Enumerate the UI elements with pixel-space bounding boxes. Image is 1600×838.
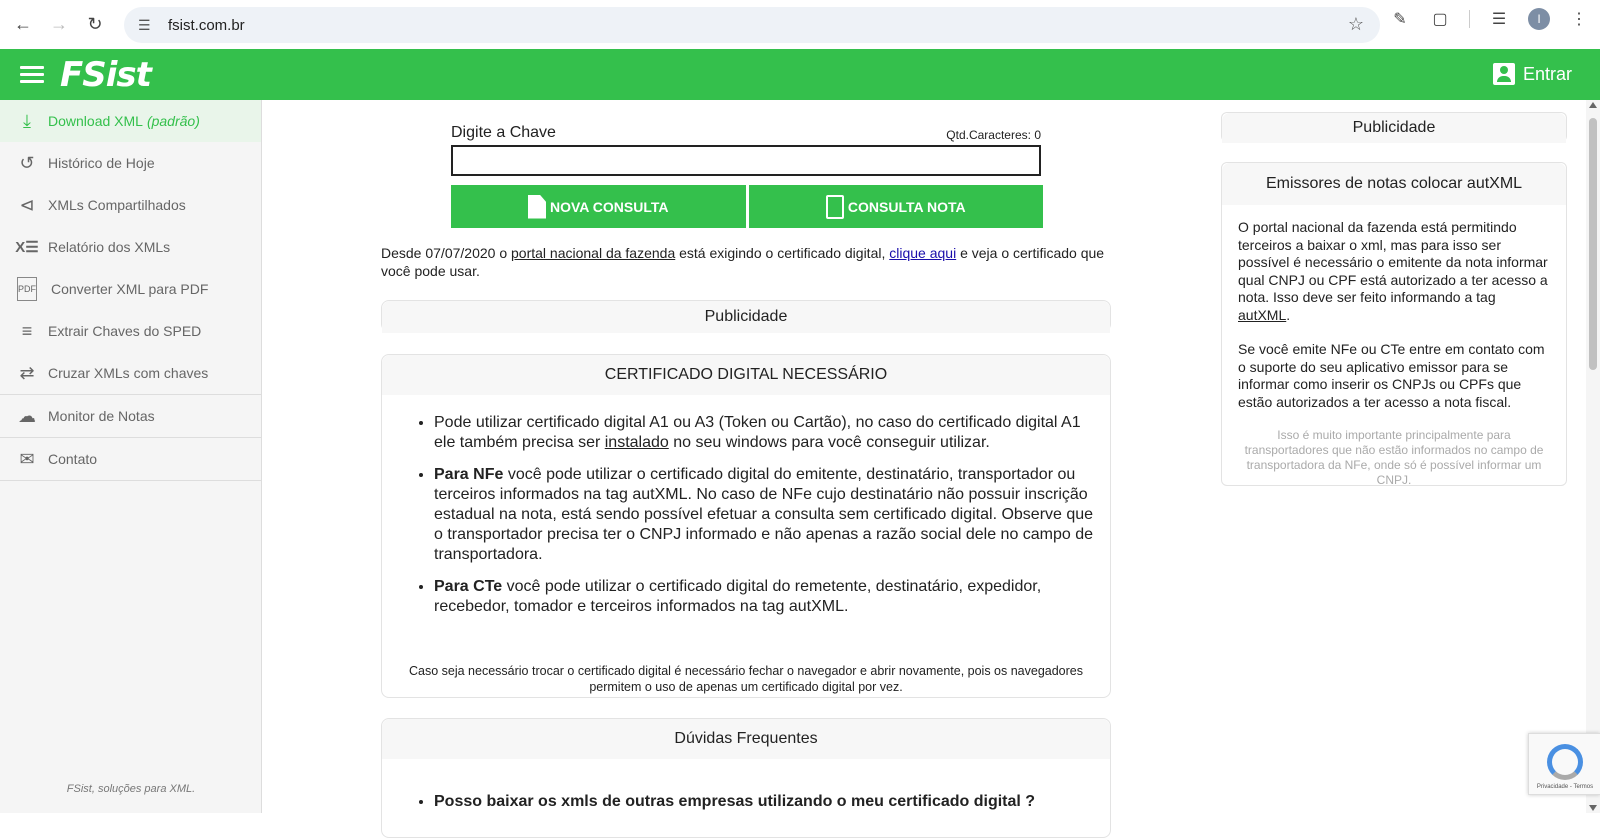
item-text: você pode utilizar o certificado digital do emitente, destinatário, transportador ou terceiros informados na tag autXML. No caso de NFe cujo destinatário não possuir inscrição estadual na nota, está sendo possível efetuar a consulta sem certificado digital. Observe que o transportador precisa ter o CNPJ informado e não apenas a razão social dele no campo de transportadora. [434,466,1094,563]
autxml-link[interactable]: autXML [1238,306,1287,323]
notice-text: e veja o certificado que você pode usar. [381,245,1105,279]
url-text[interactable]: fsist.com.br [168,16,245,34]
login-label: Entrar [1522,63,1572,84]
excel-icon: X☰ [15,239,39,256]
faq-list [382,759,1110,811]
faq-title: Dúvidas Frequentes [382,719,1110,759]
recaptcha-icon [1547,744,1583,780]
site-settings-icon[interactable]: ☰ [138,16,151,33]
sidebar-item-download-xml[interactable] [0,100,261,142]
reload-icon[interactable]: ↻ [87,14,103,34]
login-button[interactable] [1493,63,1572,85]
list-item [434,413,1096,453]
sidebar-item-converter-pdf[interactable] [0,268,261,310]
document-icon [528,195,546,219]
notice-text: Desde 07/07/2020 o [381,245,511,261]
sidebar-item-historico[interactable] [0,142,261,184]
autxml-paragraph [1238,219,1550,324]
sidebar-item-label: XMLs Compartilhados [48,197,186,213]
sidebar-item-extrair-sped[interactable] [0,310,261,352]
query-note-button[interactable] [749,185,1044,228]
sidebar-item-relatorio[interactable] [0,226,261,268]
sidebar-item-label: Contato [48,451,98,467]
installed-link[interactable]: instalado [604,434,669,451]
new-query-button[interactable] [451,185,746,228]
certificate-footnote: Caso seja necessário trocar o certificado digital é necessário fechar o navegador e abrir novamente, pois os navegadores permitem o uso de apenas um certificado digital por vez. [409,664,1083,694]
browser-toolbar [0,0,1600,49]
recaptcha-text[interactable]: Privacidade - Termos [1536,784,1594,790]
certificate-title: CERTIFICADO DIGITAL NECESSÁRIO [382,355,1110,395]
autxml-title: Emissores de notas colocar autXML [1222,163,1566,205]
sidebar-item-contato[interactable] [0,438,261,480]
scroll-up-icon[interactable] [1589,102,1597,108]
faq-card [381,718,1111,838]
pdf-icon: PDF [17,277,37,301]
sidebar-item-label: Download XML [48,113,143,129]
share-icon: ⊲ [19,194,35,215]
right-ad-title: Publicidade [1222,113,1566,143]
certificate-card [381,354,1111,698]
sidebar-item-compartilhados[interactable] [0,184,261,226]
recaptcha-badge[interactable] [1528,733,1600,795]
faq-question[interactable]: • Posso baixar os xmls de outras empresas utilizando o meu certificado digital ? [434,793,1096,811]
user-account-icon [1493,63,1515,85]
char-count: Qtd.Caracteres: 0 [946,128,1041,142]
ad-card [381,300,1111,332]
sidebar-item-label: Relatório dos XMLs [48,239,171,255]
sidebar-item-label: Converter XML para PDF [51,281,209,297]
item-bold: Para CTe [434,578,503,595]
para-text: . [1286,306,1291,323]
autxml-note: Isso é muito importante principalmente para transportadores que não estão informados no campo de transportadora da NFe, onde só é possível informar um CNPJ. [1244,428,1544,487]
list-item [434,577,1096,617]
sidebar-footer: FSist, soluções para XML. [66,783,196,795]
sidebar-item-label: Cruzar XMLs com chaves [48,365,209,381]
history-icon: ↺ [19,152,35,173]
forward-icon[interactable]: → [50,14,68,34]
scroll-down-icon[interactable] [1589,805,1597,811]
key-input[interactable] [451,145,1041,176]
list-item [434,465,1096,565]
sidebar [0,100,262,813]
click-here-link[interactable]: clique aqui [889,245,957,261]
sidebar-item-label: Histórico de Hoje [48,155,155,171]
bookmark-star-icon[interactable]: ☆ [1347,14,1364,34]
browser-actions [1389,8,1590,30]
certificate-list [382,395,1110,617]
item-text: você pode utilizar o certificado digital do remetente, destinatário, expedidor, recebedor, tomador e terceiros informados na tag autXML. [434,578,1042,615]
extensions-icon[interactable]: ▢ [1432,11,1448,28]
action-buttons [451,185,1043,228]
item-text: Pode utilizar certificado digital A1 ou A3 (Token ou Cartão), no caso do certificado digital A1 ele também precisa ser [434,414,1081,451]
download-icon: ⤓ [23,110,31,131]
sidebar-item-label: Monitor de Notas [48,408,155,424]
app-header [0,49,1600,100]
sidebar-item-monitor[interactable] [0,395,261,437]
new-query-label: NOVA CONSULTA [550,198,669,215]
sidebar-item-suffix: (padrão) [146,113,200,129]
notice-text: está exigindo o certificado digital, [675,245,890,261]
hamburger-menu-icon[interactable] [20,66,44,83]
toolbar-divider [1469,10,1470,28]
key-label-row [451,124,1041,142]
media-queue-icon[interactable]: ☰ [1491,11,1507,28]
item-text: no seu windows para você conseguir utilizar. [668,434,990,451]
query-note-label: CONSULTA NOTA [847,198,966,215]
page-scrollbar[interactable] [1586,100,1600,813]
scroll-thumb[interactable] [1589,118,1597,370]
address-bar[interactable] [124,7,1380,43]
eyedropper-icon[interactable]: ✎ [1393,11,1407,28]
document-check-icon [826,195,844,219]
right-ad-card [1221,112,1567,142]
autxml-body [1222,205,1566,488]
item-bold: Para NFe [434,466,504,483]
mail-icon: ✉ [19,448,35,469]
fsist-logo[interactable]: FSist [60,54,151,95]
back-icon[interactable]: ← [14,14,32,34]
para-text: O portal nacional da fazenda está permitindo terceiros a baixar o xml, mas para isso ser possível é necessário o emitente da nota informar qual CNPJ ou CPF está autorizado a ter acesso a nota. Isso deve ser feito informando a tag [1238,219,1548,305]
swap-icon: ⇄ [19,362,35,383]
more-menu-icon[interactable]: ⋮ [1571,11,1587,28]
cloud-icon: ☁ [18,405,36,426]
profile-avatar[interactable]: I [1528,8,1550,30]
ad-title: Publicidade [382,301,1110,333]
certificate-notice [381,244,1111,280]
sidebar-item-cruzar-xmls[interactable] [0,352,261,394]
autxml-paragraph: Se você emite NFe ou CTe entre em contato com o suporte do seu aplicativo emissor para se informar como inserir os CNPJs ou CPFs que estão autorizados a ter acesso a nota fiscal. [1238,341,1545,410]
lines-icon: ≡ [21,320,33,341]
key-label: Digite a Chave [451,124,556,141]
sidebar-item-label: Extrair Chaves do SPED [48,323,202,339]
autxml-card [1221,162,1567,486]
portal-link[interactable]: portal nacional da fazenda [511,245,676,261]
sidebar-divider [0,480,261,481]
